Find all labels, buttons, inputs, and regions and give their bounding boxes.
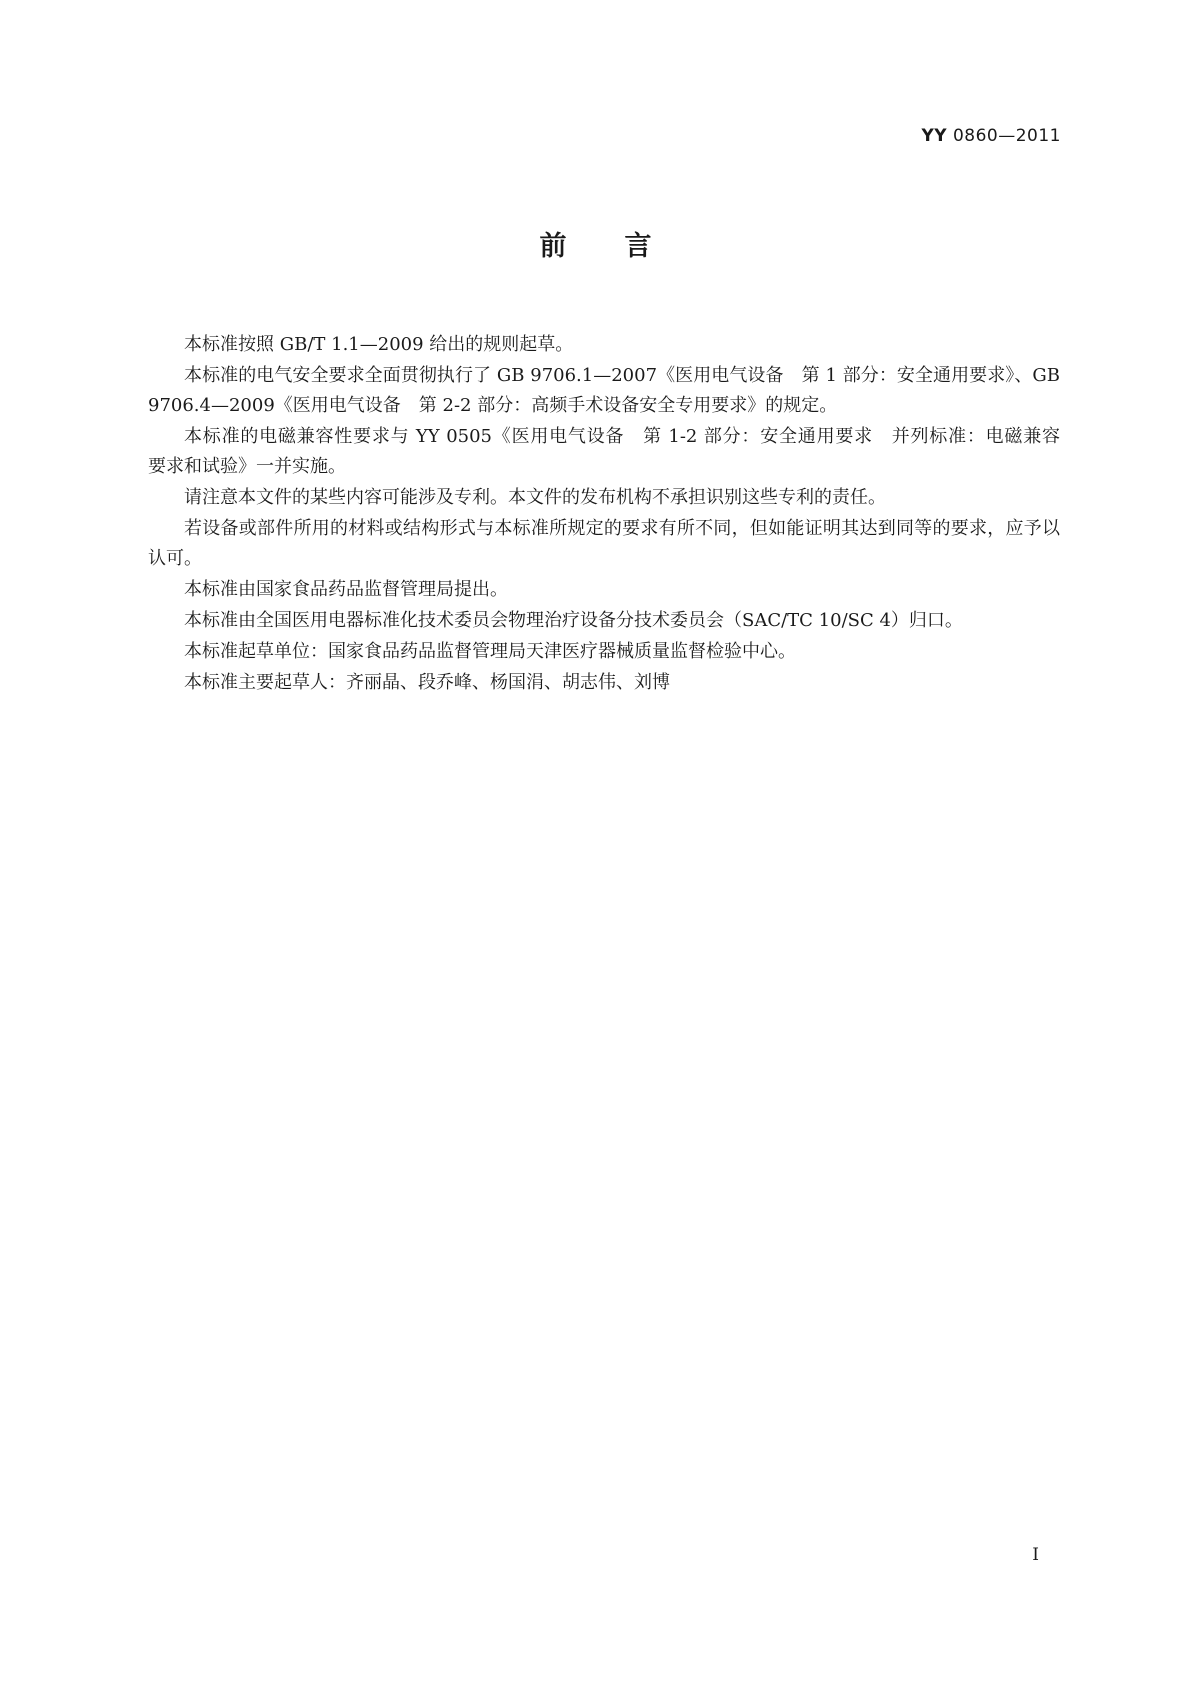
standard-code-number: 0860—2011 <box>952 126 1061 146</box>
document-body <box>148 330 1078 699</box>
paragraph: 若设备或部件所用的材料或结构形式与本标准所规定的要求有所不同，但如能证明其达到同等的要求，应予以认可。 <box>148 518 1060 569</box>
paragraph: 本标准的电气安全要求全面贯彻执行了 GB 9706.1—2007《医用电气设备 第 1 部分：安全通用要求》、GB 9706.4—2009《医用电气设备 第 2-2 部分：高频手术设备安全专用要求》的规定。 <box>148 365 1060 416</box>
paragraph: 本标准主要起草人：齐丽晶、段乔峰、杨国涓、胡志伟、刘博 <box>184 672 670 693</box>
standard-code-prefix: YY <box>921 126 948 146</box>
page-number: I <box>1032 1545 1039 1565</box>
paragraph: 本标准由国家食品药品监督管理局提出。 <box>184 579 508 600</box>
paragraph: 请注意本文件的某些内容可能涉及专利。本文件的发布机构不承担识别这些专利的责任。 <box>184 487 886 508</box>
page-title: 前言 <box>539 231 710 262</box>
standard-code <box>921 126 1061 146</box>
paragraph: 本标准的电磁兼容性要求与 YY 0505《医用电气设备 第 1-2 部分：安全通用要求 并列标准：电磁兼容 要求和试验》一并实施。 <box>148 426 1078 477</box>
paragraph: 本标准由全国医用电器标准化技术委员会物理治疗设备分技术委员会（SAC/TC 10/SC 4）归口。 <box>184 610 963 631</box>
paragraph: 本标准按照 GB/T 1.1—2009 给出的规则起草。 <box>184 334 574 355</box>
paragraph: 本标准起草单位：国家食品药品监督管理局天津医疗器械质量监督检验中心。 <box>184 641 796 662</box>
